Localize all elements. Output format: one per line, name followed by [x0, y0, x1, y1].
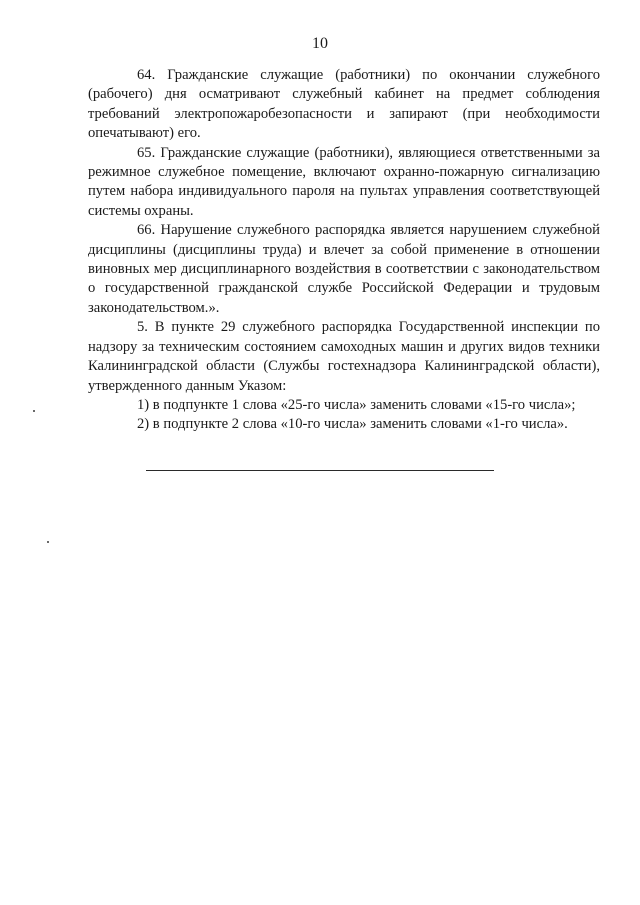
- paragraph-65: 65. Гражданские служащие (работники), являющиеся ответственными за режимное служебное помещение, включают охранно-пожарную сигнализацию путем набора индивидуального пароля на пультах управления соответствующей системы охраны.: [88, 144, 600, 219]
- scan-speck: [33, 410, 35, 412]
- paragraph-66: 66. Нарушение служебного распорядка является нарушением служебной дисциплины (дисциплины труда) и влечет за собой применение в отношении виновных мер дисциплинарного воздействия в соответствии с законодательством о государственной гражданской службе Российской Федерации и трудовым законодательством.».: [88, 222, 600, 316]
- paragraph-item-5: 5. В пункте 29 служебного распорядка Государственной инспекции по надзору за техническим состоянием самоходных машин и других видов техники Калининградской области (Службы гостехнадзора Калининградской области), утвержденного данным Указом:: [88, 319, 600, 394]
- document-body: [88, 66, 600, 435]
- end-divider-line: [146, 470, 494, 471]
- page-number: 10: [312, 35, 328, 52]
- paragraph-64: 64. Гражданские служащие (работники) по окончании служебного (рабочего) дня осматривают служебный кабинет на предмет соблюдения требований электропожаробезопасности и запирают (при необходимости опечатывают) его.: [88, 67, 600, 142]
- subitem-2: 2) в подпункте 2 слова «10-го числа» заменить словами «1-го числа».: [137, 416, 568, 433]
- subitem-1: 1) в подпункте 1 слова «25-го числа» заменить словами «15-го числа»;: [137, 396, 576, 413]
- scan-speck: [47, 541, 49, 543]
